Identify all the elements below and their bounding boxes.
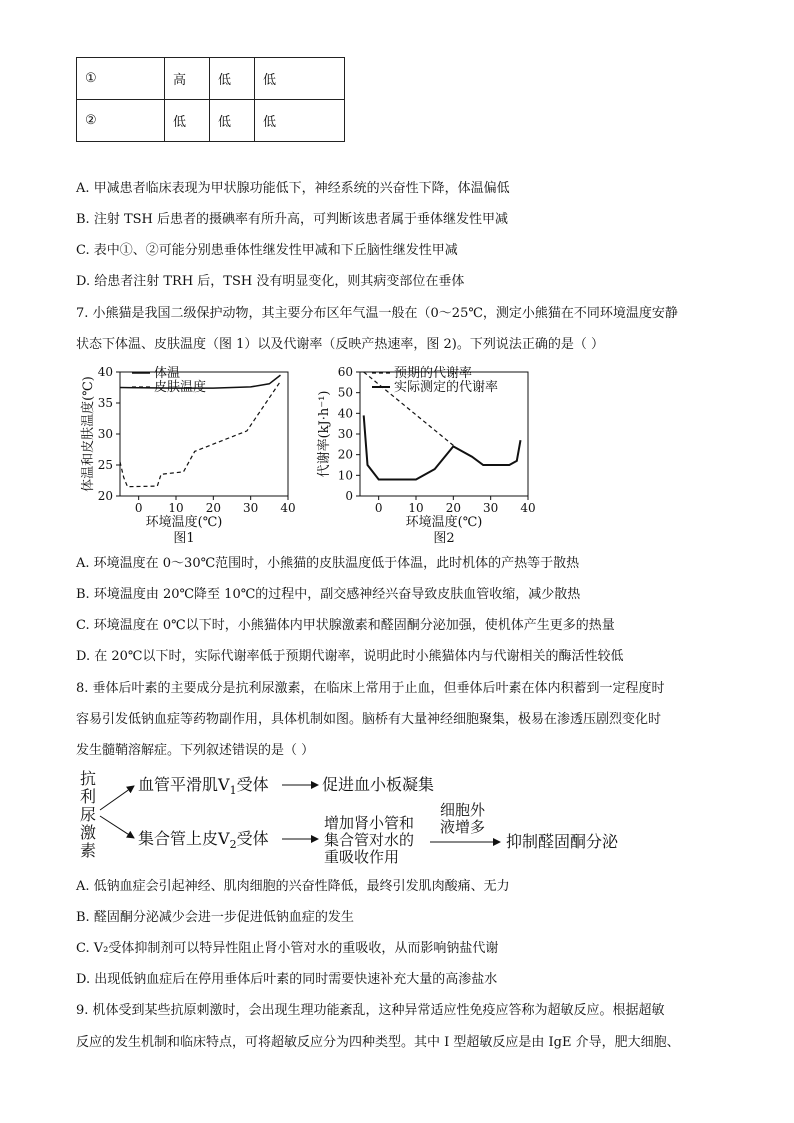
v1-receptor-label: 血管平滑肌$V_1$受体 [138,775,269,797]
branch-arrow-up [100,786,134,810]
arrow-label: 液增多 [440,818,486,836]
q9-stem-line: 反应的发生机制和临床特点，可将超敏反应分为四种类型。其中 I 型超敏反应是由 IgE 介导，肥大细胞、 [76,1035,680,1050]
x-axis-label: 环境温度(℃) [145,515,223,530]
y-tick-label: 10 [337,468,353,483]
y-axis-label: 体温和皮肤温度(℃) [81,376,96,492]
figure-1-chart [72,362,302,546]
legend-label: 皮肤温度 [154,380,207,395]
q6-option-a: A. 甲减患者临床表现为甲状腺功能低下，神经系统的兴奋性下降，体温偏低 [76,181,510,196]
effect-platelet: 促进血小板凝集 [322,775,435,794]
branch-arrow-down [100,816,134,838]
y-tick-label: 25 [97,458,113,472]
source-char: 激 [80,823,97,842]
y-tick-label: 60 [337,365,353,379]
table-cell: ① [77,58,165,100]
y-tick-label: 20 [97,489,113,503]
y-tick-label: 30 [337,427,353,441]
table-cell: ② [77,100,165,142]
q8-option-c: C. V₂受体抑制剂可以特异性阻止肾小管对水的重吸收，从而影响钠盐代谢 [76,941,499,956]
series-line-2 [120,381,281,486]
series-line-2 [364,415,521,479]
q8-stem-line: 发生髓鞘溶解症。下列叙述错误的是（ ） [76,743,315,758]
q7-option-b: B. 环境温度由 20℃降至 10℃的过程中，副交感神经兴奋导致皮肤血管收缩，减少散热 [76,587,581,602]
y-tick-label: 40 [97,365,113,379]
table-row [77,100,345,142]
x-tick-label: 40 [280,501,296,515]
step-reabsorption: 重吸收作用 [324,848,400,866]
source-char: 素 [80,841,97,860]
figure-caption: 图1 [173,531,195,546]
y-tick-label: 0 [345,489,353,503]
q8-option-b: B. 醛固酮分泌减少会进一步促进低钠血症的发生 [76,910,354,925]
endocrine-table [76,57,345,142]
y-ticks [98,365,120,503]
table-cell: 低 [255,58,345,100]
table-cell: 低 [255,100,345,142]
table-cell: 低 [210,100,255,142]
y-tick-label: 35 [97,396,113,410]
legend-label: 体温 [154,366,181,381]
q8-option-a: A. 低钠血症会引起神经、肌肉细胞的兴奋性降低，最终引发肌肉酸痛、无力 [76,879,510,894]
q7-option-c: C. 环境温度在 0℃以下时，小熊猫体内甲状腺激素和醛固酮分泌加强，使机体产生更多的热量 [76,618,615,633]
source-char: 抗 [80,769,97,788]
source-char: 尿 [80,805,97,824]
figure-2-chart [312,362,542,546]
q6-option-c: C. 表中①、②可能分别患垂体性继发性甲减和下丘脑性继发性甲减 [76,243,458,258]
table-cell: 低 [210,58,255,100]
x-ticks [135,496,296,515]
y-axis-label: 代谢率(kJ·h⁻¹) [317,390,332,478]
y-tick-label: 50 [337,385,353,400]
x-tick-label: 10 [168,501,184,515]
x-tick-label: 0 [374,501,383,515]
x-tick-label: 30 [243,501,259,515]
q7-option-d: D. 在 20℃以下时，实际代谢率低于预期代谢率，说明此时小熊猫体内与代谢相关的酶活性较低 [76,649,624,664]
v2-receptor-label: 集合管上皮$V_2$受体 [138,829,269,851]
q8-stem-line: 容易引发低钠血症等药物副作用，具体机制如图。脑桥有大量神经细胞聚集，极易在渗透压剧烈变化时 [76,712,662,727]
q7-option-a: A. 环境温度在 0～30℃范围时，小熊猫的皮肤温度低于体温，此时机体的产热等于散热 [76,556,580,571]
x-tick-label: 40 [520,501,536,515]
q7-stem-line: 7. 小熊猫是我国二级保护动物，其主要分布区年气温一般在（0～25℃，测定小熊猫在不同环境温度安静 [76,306,678,321]
y-tick-label: 40 [337,406,353,421]
q8-option-d: D. 出现低钠血症后在停用垂体后叶素的同时需要快速补充大量的高渗盐水 [76,972,498,987]
x-tick-label: 20 [445,501,461,515]
q6-option-d: D. 给患者注射 TRH 后，TSH 没有明显变化，则其病变部位在垂体 [76,274,465,289]
y-tick-label: 30 [97,427,113,441]
adh-mechanism-diagram [72,766,632,870]
legend-label: 实际测定的代谢率 [394,380,499,395]
effect-aldosterone: 抑制醛固酮分泌 [506,832,619,851]
legend-label: 预期的代谢率 [394,366,473,381]
x-tick-label: 0 [134,501,143,515]
x-tick-label: 10 [408,501,424,515]
q7-stem-line: 状态下体温、皮肤温度（图 1）以及代谢率（反映产热速率，图 2)。下列说法正确的是（ ） [76,337,605,352]
source-char: 利 [80,787,97,806]
y-tick-label: 20 [337,447,353,462]
step-reabsorption: 增加肾小管和 [324,814,415,832]
q6-option-b: B. 注射 TSH 后患者的摄碘率有所升高，可判断该患者属于垂体继发性甲减 [76,212,508,227]
x-axis-label: 环境温度(℃) [405,515,483,530]
table-cell: 低 [165,100,210,142]
step-reabsorption: 集合管对水的 [324,831,415,849]
figure-caption: 图2 [433,531,455,546]
x-ticks [375,496,536,515]
q8-stem-line: 8. 垂体后叶素的主要成分是抗利尿激素，在临床上常用于止血，但垂体后叶素在体内积蓄到一定程度时 [76,681,665,696]
q9-stem-line: 9. 机体受到某些抗原刺激时，会出现生理功能紊乱，这种异常适应性免疫应答称为超敏反应。根据超敏 [76,1003,665,1018]
y-ticks [338,365,360,503]
table-cell: 高 [165,58,210,100]
x-tick-label: 30 [483,501,499,515]
x-tick-label: 20 [205,501,221,515]
table-row [77,58,345,100]
arrow-label: 细胞外 [440,801,486,819]
